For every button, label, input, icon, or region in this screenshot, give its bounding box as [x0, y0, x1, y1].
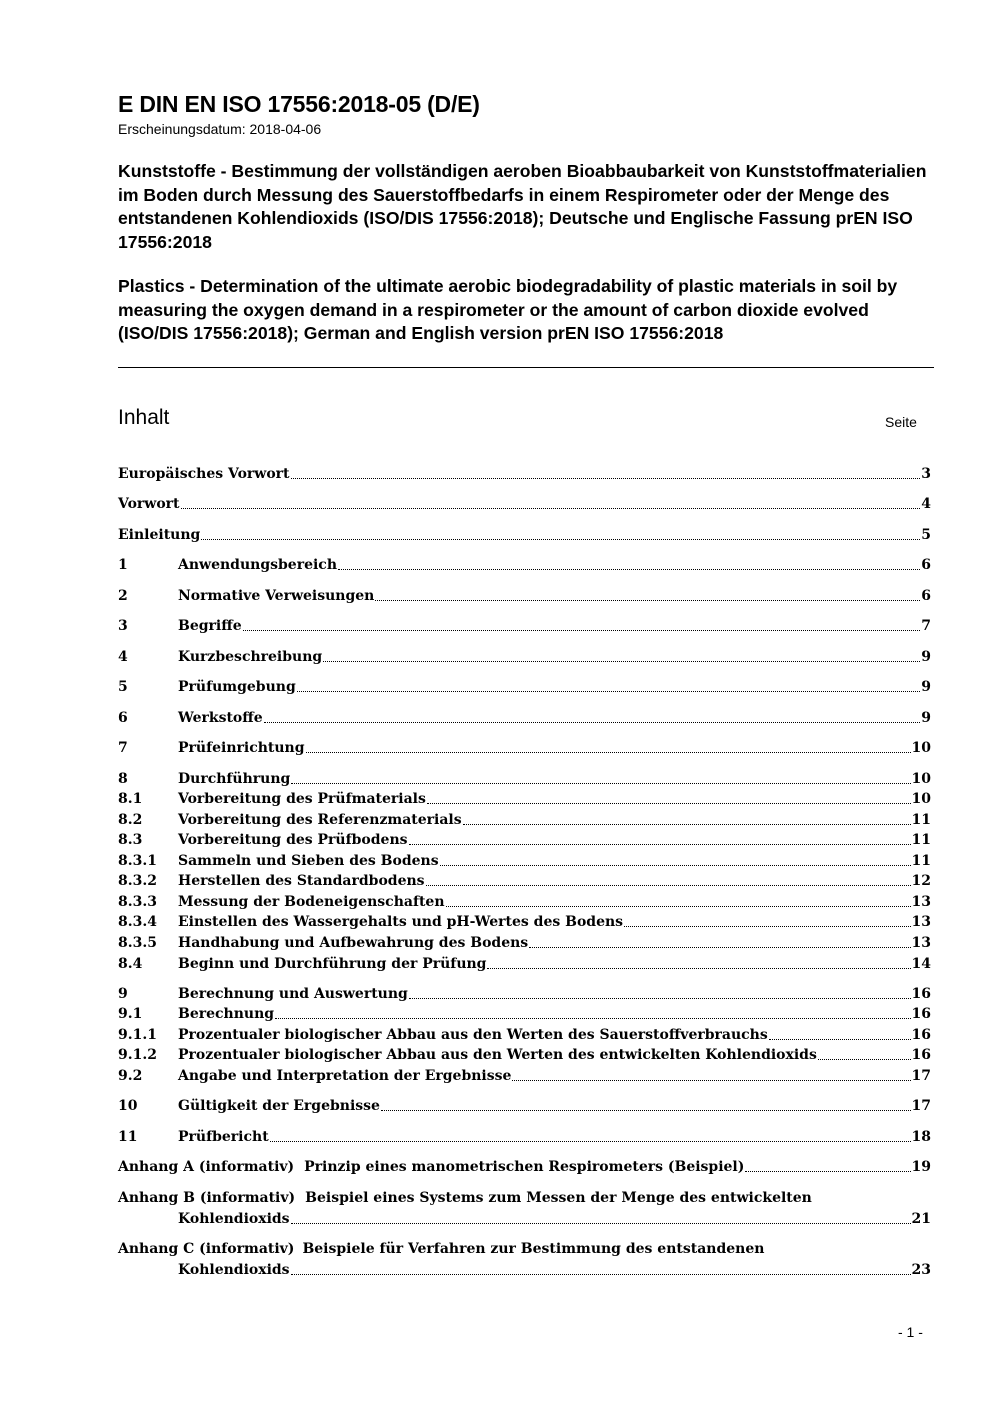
toc-entry-page: 13 — [911, 914, 931, 930]
toc-entry[interactable] — [118, 1004, 931, 1024]
toc-entry[interactable] — [118, 789, 931, 809]
toc-entry-page: 16 — [911, 1006, 931, 1022]
toc-entry[interactable] — [118, 1025, 931, 1045]
toc-entry-title: Prozentualer biologischer Abbau aus den Werten des Sauerstoffverbrauchs — [178, 1027, 768, 1043]
toc-entry-title: Normative Verweisungen — [178, 588, 375, 604]
toc-entry[interactable] — [118, 892, 931, 912]
toc-entry[interactable] — [118, 586, 931, 606]
toc-entry-number: 7 — [118, 740, 128, 756]
title-english: Plastics - Determination of the ultimate aerobic biodegradability of plastic materials in soil by measuring the oxygen demand in a respirometer or the amount of carbon dioxide evolved (ISO/DIS 17556:2018); German and English version prEN ISO 17556:2018 — [118, 276, 898, 343]
toc-entry-number: 8.3 — [118, 832, 143, 848]
toc-entry[interactable] — [118, 555, 931, 575]
toc-entry-page: 18 — [911, 1129, 931, 1145]
toc-entry-number: 1 — [118, 557, 128, 573]
annex-title: Prinzip eines manometrischen Respirometers (Beispiel) — [304, 1159, 745, 1175]
toc-leader — [463, 810, 911, 825]
toc-entry[interactable] — [118, 647, 931, 667]
toc-entry[interactable] — [118, 1127, 931, 1147]
toc-entry[interactable] — [118, 984, 931, 1004]
toc-entry-page: 6 — [921, 557, 931, 573]
toc-leader — [270, 1127, 911, 1142]
toc-entry[interactable] — [118, 464, 931, 484]
toc-entry-title: Einstellen des Wassergehalts und pH-Wertes des Bodens — [178, 914, 624, 930]
toc-leader — [409, 830, 911, 845]
annex-label: Anhang B (informativ) — [118, 1190, 296, 1206]
toc-entry-number: 9.1.1 — [118, 1027, 157, 1043]
toc-entry-number: 8.2 — [118, 812, 143, 828]
toc-entry-title: Prüfbericht — [178, 1129, 269, 1145]
toc-entry-title: Vorbereitung des Referenzmaterials — [178, 812, 462, 828]
toc-entry-title: Berechnung und Auswertung — [178, 986, 408, 1002]
toc-entry-page: 17 — [911, 1098, 931, 1114]
annex-title-line1: Beispiel eines Systems zum Messen der Menge des entwickelten — [305, 1190, 812, 1206]
toc-leader — [201, 525, 920, 540]
toc-entry-number: 8.3.5 — [118, 935, 157, 951]
toc-leader — [409, 984, 911, 999]
toc-entry-page: 7 — [921, 618, 931, 634]
toc-entry-page: 19 — [911, 1159, 931, 1175]
toc-entry-number: 8.3.4 — [118, 914, 157, 930]
toc-leader — [745, 1157, 910, 1172]
toc-leader — [291, 1260, 911, 1275]
toc-entry[interactable] — [118, 708, 931, 728]
toc-entry-title: Prüfeinrichtung — [178, 740, 305, 756]
toc-entry-title: Vorbereitung des Prüfbodens — [178, 832, 408, 848]
toc-entry[interactable] — [118, 830, 931, 850]
toc-entry-title: Herstellen des Standardbodens — [178, 873, 425, 889]
toc-entry-number: 10 — [118, 1098, 138, 1114]
toc-leader — [338, 555, 920, 570]
annex-title-line2: Kohlendioxids — [178, 1262, 290, 1278]
toc-annex-b[interactable] — [118, 1209, 931, 1229]
toc-leader — [512, 1066, 910, 1081]
toc-page-column-label: Seite — [885, 414, 917, 430]
toc-leader — [291, 1209, 911, 1224]
toc-entry-page: 16 — [911, 1027, 931, 1043]
toc-annex-a[interactable] — [118, 1157, 931, 1177]
toc-leader — [297, 677, 921, 692]
toc-entry-page: 11 — [911, 832, 931, 848]
toc-entry[interactable] — [118, 871, 931, 891]
toc-entry-title: Sammeln und Sieben des Bodens — [178, 853, 439, 869]
toc-entry-page: 23 — [911, 1262, 931, 1278]
toc-entry-page: 9 — [921, 679, 931, 695]
toc-entry[interactable] — [118, 851, 931, 871]
toc-entry-page: 12 — [911, 873, 931, 889]
toc-entry[interactable] — [118, 494, 931, 514]
toc-annex-c[interactable] — [118, 1260, 931, 1280]
toc-leader — [426, 871, 911, 886]
toc-entry[interactable] — [118, 1066, 931, 1086]
toc-leader — [291, 464, 921, 479]
toc-leader — [381, 1096, 911, 1111]
toc-entry-title: Messung der Bodeneigenschaften — [178, 894, 445, 910]
toc-entry-title: Berechnung — [178, 1006, 275, 1022]
toc-entry-number: 4 — [118, 649, 128, 665]
toc-entry-title: Begriffe — [178, 618, 242, 634]
toc-entry[interactable] — [118, 525, 931, 545]
toc-entry-page: 6 — [921, 588, 931, 604]
toc-entry-number: 8 — [118, 771, 128, 787]
toc-heading: Inhalt — [118, 406, 170, 429]
toc-entry-title: Durchführung — [178, 771, 291, 787]
toc-entry-page: 10 — [911, 771, 931, 787]
toc-entry-page: 9 — [921, 710, 931, 726]
toc-leader — [529, 933, 910, 948]
toc-annex-c-heading[interactable] — [118, 1239, 764, 1259]
toc-entry-number: 9.1 — [118, 1006, 143, 1022]
toc-entry-page: 11 — [911, 853, 931, 869]
toc-entry[interactable] — [118, 1096, 931, 1116]
toc-entry-number: 2 — [118, 588, 128, 604]
toc-entry-page: 14 — [911, 956, 931, 972]
toc-entry-number: 8.3.2 — [118, 873, 157, 889]
publication-date: Erscheinungsdatum: 2018-04-06 — [118, 121, 322, 137]
toc-entry-page: 5 — [921, 527, 931, 543]
toc-leader — [624, 912, 910, 927]
toc-entry-title: Europäisches Vorwort — [118, 466, 290, 482]
toc-leader — [264, 708, 921, 723]
toc-entry-page: 10 — [911, 740, 931, 756]
toc-entry[interactable] — [118, 912, 931, 932]
toc-leader — [275, 1004, 910, 1019]
toc-leader — [818, 1045, 911, 1060]
toc-entry-page: 9 — [921, 649, 931, 665]
toc-entry-page: 21 — [911, 1211, 931, 1227]
toc-entry[interactable] — [118, 954, 931, 974]
toc-entry-title: Prüfumgebung — [178, 679, 296, 695]
toc-entry-title: Beginn und Durchführung der Prüfung — [178, 956, 487, 972]
toc-entry[interactable] — [118, 677, 931, 697]
annex-label: Anhang C (informativ) — [118, 1241, 295, 1257]
toc-entry-number: 8.1 — [118, 791, 143, 807]
toc-entry-title: Vorwort — [118, 496, 180, 512]
toc-leader — [181, 494, 921, 509]
toc-entry-number: 9.1.2 — [118, 1047, 157, 1063]
title-german: Kunststoffe - Bestimmung der vollständigen aeroben Bioabbaubarkeit von Kunststoffmaterialien im Boden durch Messung des Sauerstoffbedarfs in einem Respirometer oder der Menge des entstandenen Kohlendioxids (ISO/DIS 17556:2018); Deutsche und Englische Fassung prEN ISO 17556:2018 — [118, 161, 927, 252]
toc-entry[interactable] — [118, 1045, 931, 1065]
toc-entry-number: 8.3.3 — [118, 894, 157, 910]
document-title: E DIN EN ISO 17556:2018-05 (D/E) — [118, 91, 480, 117]
toc-entry-page: 13 — [911, 935, 931, 951]
toc-leader — [243, 616, 921, 631]
toc-leader — [487, 954, 910, 969]
toc-leader — [306, 738, 911, 753]
toc-entry-page: 4 — [921, 496, 931, 512]
toc-leader — [375, 586, 920, 601]
toc-entry-number: 8.3.1 — [118, 853, 157, 869]
toc-entry-title: Vorbereitung des Prüfmaterials — [178, 791, 426, 807]
toc-entry-title: Angabe und Interpretation der Ergebnisse — [178, 1068, 512, 1084]
toc-entry[interactable] — [118, 933, 931, 953]
toc-entry-title: Gültigkeit der Ergebnisse — [178, 1098, 380, 1114]
toc-leader — [323, 647, 920, 662]
toc-entry-page: 17 — [911, 1068, 931, 1084]
toc-leader — [440, 851, 911, 866]
toc-entry[interactable] — [118, 769, 931, 789]
toc-entry-title: Kurzbeschreibung — [178, 649, 323, 665]
annex-title-line2: Kohlendioxids — [178, 1211, 290, 1227]
toc-annex-b-heading[interactable] — [118, 1188, 812, 1208]
toc-entry-title: Werkstoffe — [178, 710, 263, 726]
toc-entry-title: Einleitung — [118, 527, 201, 543]
toc-entry-page: 10 — [911, 791, 931, 807]
toc-entry-number: 6 — [118, 710, 128, 726]
toc-entry-title: Handhabung und Aufbewahrung des Bodens — [178, 935, 529, 951]
toc-entry-page: 11 — [911, 812, 931, 828]
annex-label: Anhang A (informativ) — [118, 1159, 295, 1175]
toc-entry[interactable] — [118, 810, 931, 830]
toc-entry-number: 8.4 — [118, 956, 143, 972]
toc-entry-number: 11 — [118, 1129, 138, 1145]
toc-leader — [291, 769, 910, 784]
annex-title-line1: Beispiele für Verfahren zur Bestimmung des entstandenen — [302, 1241, 765, 1257]
toc-entry-page: 13 — [911, 894, 931, 910]
toc-entry-page: 16 — [911, 1047, 931, 1063]
toc-entry-number: 9.2 — [118, 1068, 143, 1084]
toc-entry-number: 3 — [118, 618, 128, 634]
toc-leader — [769, 1025, 911, 1040]
toc-entry-title: Anwendungsbereich — [178, 557, 337, 573]
toc-entry[interactable] — [118, 616, 931, 636]
page-number: - 1 - — [898, 1324, 923, 1340]
toc-entry-page: 3 — [921, 466, 931, 482]
toc-entry-number: 9 — [118, 986, 128, 1002]
toc-entry[interactable] — [118, 738, 931, 758]
toc-leader — [427, 789, 911, 804]
header-rule — [118, 367, 934, 368]
toc-entry-title: Prozentualer biologischer Abbau aus den Werten des entwickelten Kohlendioxids — [178, 1047, 817, 1063]
toc-entry-number: 5 — [118, 679, 128, 695]
toc-entry-page: 16 — [911, 986, 931, 1002]
toc-leader — [446, 892, 911, 907]
